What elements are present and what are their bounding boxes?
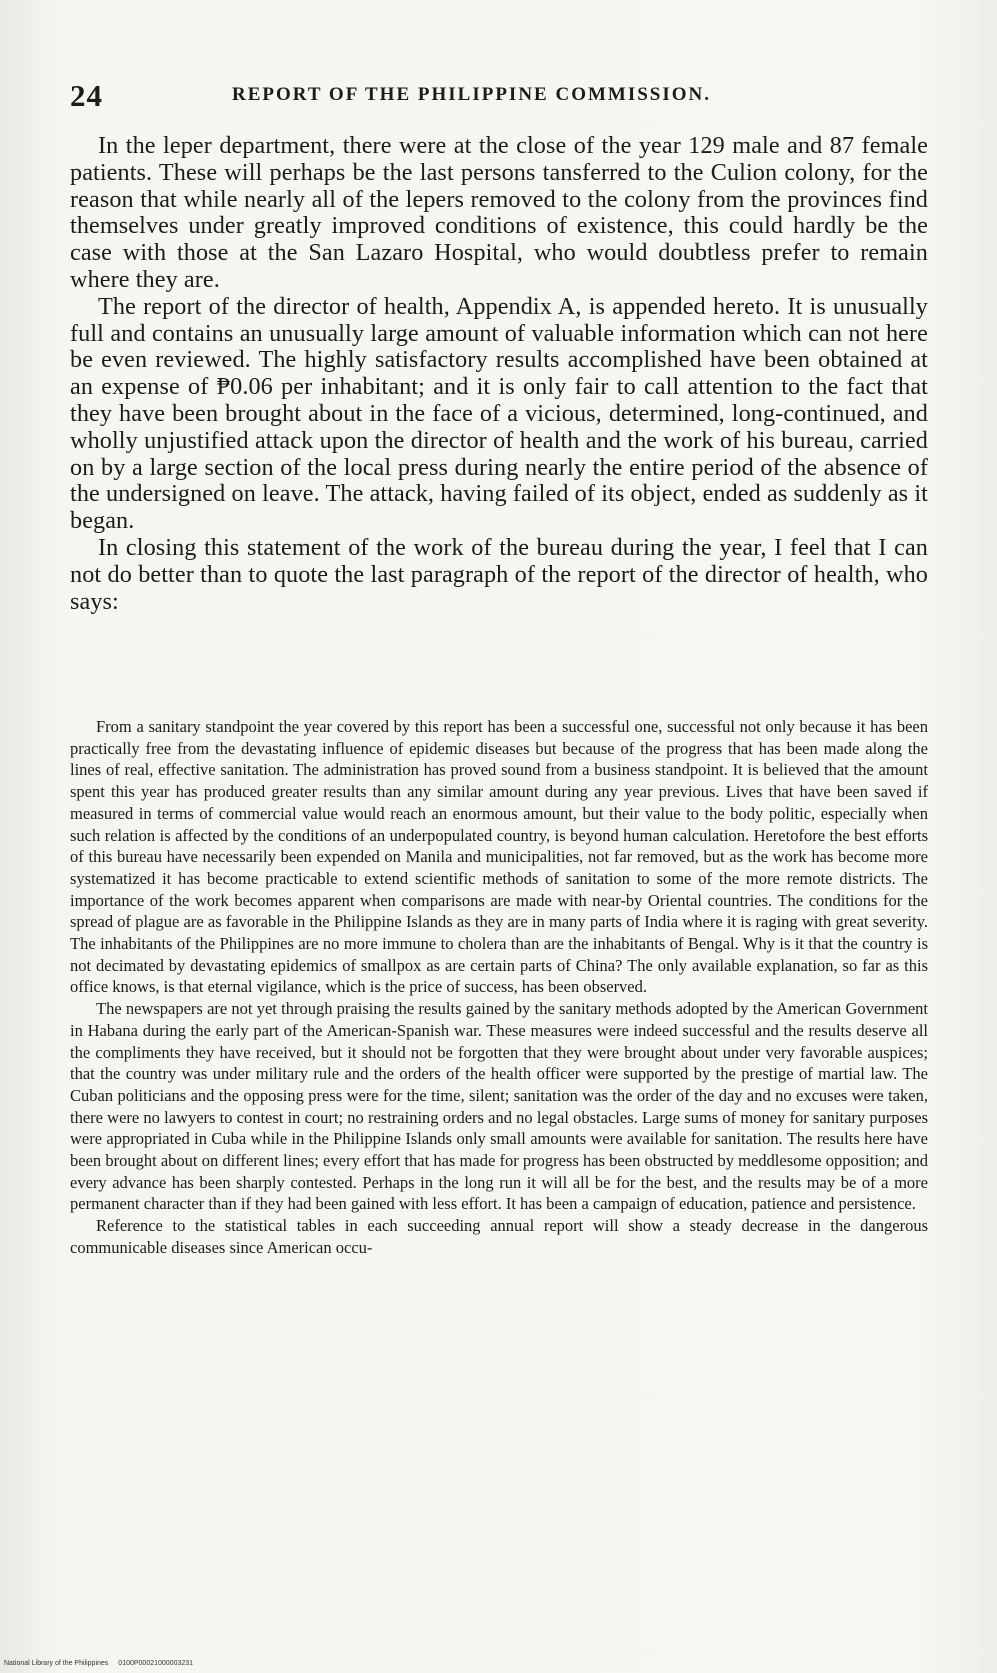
body-text	[70, 133, 928, 615]
scan-footer	[4, 1660, 203, 1667]
footer-code: 0100P00021000003231	[118, 1660, 194, 1667]
quote-paragraph-newspapers: The newspapers are not yet through praising the results gained by the sanitary methods adopted by the American Government in Habana during the early part of the American-Spanish war. These measures were indeed successful and the results deserve all the compliments they have received, but it should not be forgotten that they were brought about under very favorable auspices; that the country was under military rule and the orders of the health officer were supported by the prestige of martial law. The Cuban politicians and the opposing press were for the time, silent; sanitation was the order of the day and no excuses were taken, there were no lawyers to contest in court; no restraining orders and no legal obstacles. Large sums of money for sanitary purposes were appropriated in Cuba while in the Philippine Islands only small amounts were available for sanitation. The results here have been brought about on different lines; every effort that has made for progress has been obstructed by meddlesome opposition; and every advance has been sharply contested. Perhaps in the long run it will all be for the best, and the results may be of a more permanent character than if they had been gained with less effort. It has been a campaign of education, patience and persistence.	[70, 999, 928, 1214]
quote-paragraph-sanitary: From a sanitary standpoint the year covered by this report has been a successful one, successful not only because it has been practically free from the devastating influence of epidemic diseases but because of the progress that has been made along the lines of real, effective sanitation. The administration has proved sound from a business standpoint. It is believed that the amount spent this year has produced greater results than any similar amount during any year previous. Lives that have been saved if measured in terms of commercial value would reach an enormous amount, but their value to the body politic, especially when such relation is affected by the conditions of an underpopulated country, is beyond human calculation. Heretofore the best efforts of this bureau have necessarily been expended on Manila and municipalities, not far removed, but as the work has become more systematized it has become practicable to extend scientific methods of sanitation to some of the more remote districts. The importance of the work becomes apparent when comparisons are made with near-by Oriental countries. The conditions for the spread of plague are as favorable in the Philippine Islands as they are in many parts of India where it is raging with great severity. The inhabitants of the Philippines are no more immune to cholera than are the inhabitants of Bengal. Why is it that the country is not decimated by devastating epidemics of smallpox as are certain parts of China? The only available explanation, so far as this office knows, is that eternal vigilance, which is the price of success, has been observed.	[70, 717, 928, 997]
paragraph-closing-statement: In closing this statement of the work of the bureau during the year, I feel that I can not do better than to quote the last paragraph of the report of the director of health, who says:	[70, 533, 928, 615]
paragraph-director-report: The report of the director of health, Appendix A, is appended hereto. It is unusually full and contains an unusually large amount of valuable information which can not here be even reviewed. The highly satisfactory results accomplished have been obtained at an expense of ₱0.06 per inhabitant; and it is only fair to call attention to the fact that they have been brought about in the face of a vicious, determined, long-continued, and wholly unjustified attack upon the director of health and the work of his bureau, carried on by a large section of the local press during nearly the entire period of the absence of the undersigned on leave. The attack, having failed of its object, ended as suddenly as it began.	[70, 292, 928, 535]
block-quote	[70, 716, 928, 1259]
page-header	[62, 78, 922, 112]
running-title: REPORT OF THE PHILIPPINE COMMISSION.	[232, 84, 712, 105]
page-number: 24	[70, 78, 103, 113]
paragraph-leper-department: In the leper department, there were at the close of the year 129 male and 87 female patients. These will perhaps be the last persons tansferred to the Culion colony, for the reason that while nearly all of the lepers removed to the colony from the provinces find themselves under greatly improved conditions of existence, this could hardly be the case with those at the San Lazaro Hospital, who would doubtless prefer to remain where they are.	[70, 132, 928, 293]
footer-library: National Library of the Philippines	[4, 1660, 109, 1667]
quote-paragraph-statistics: Reference to the statistical tables in each succeeding annual report will show a steady decrease in the dangerous communicable diseases since American occu-	[70, 1216, 928, 1257]
